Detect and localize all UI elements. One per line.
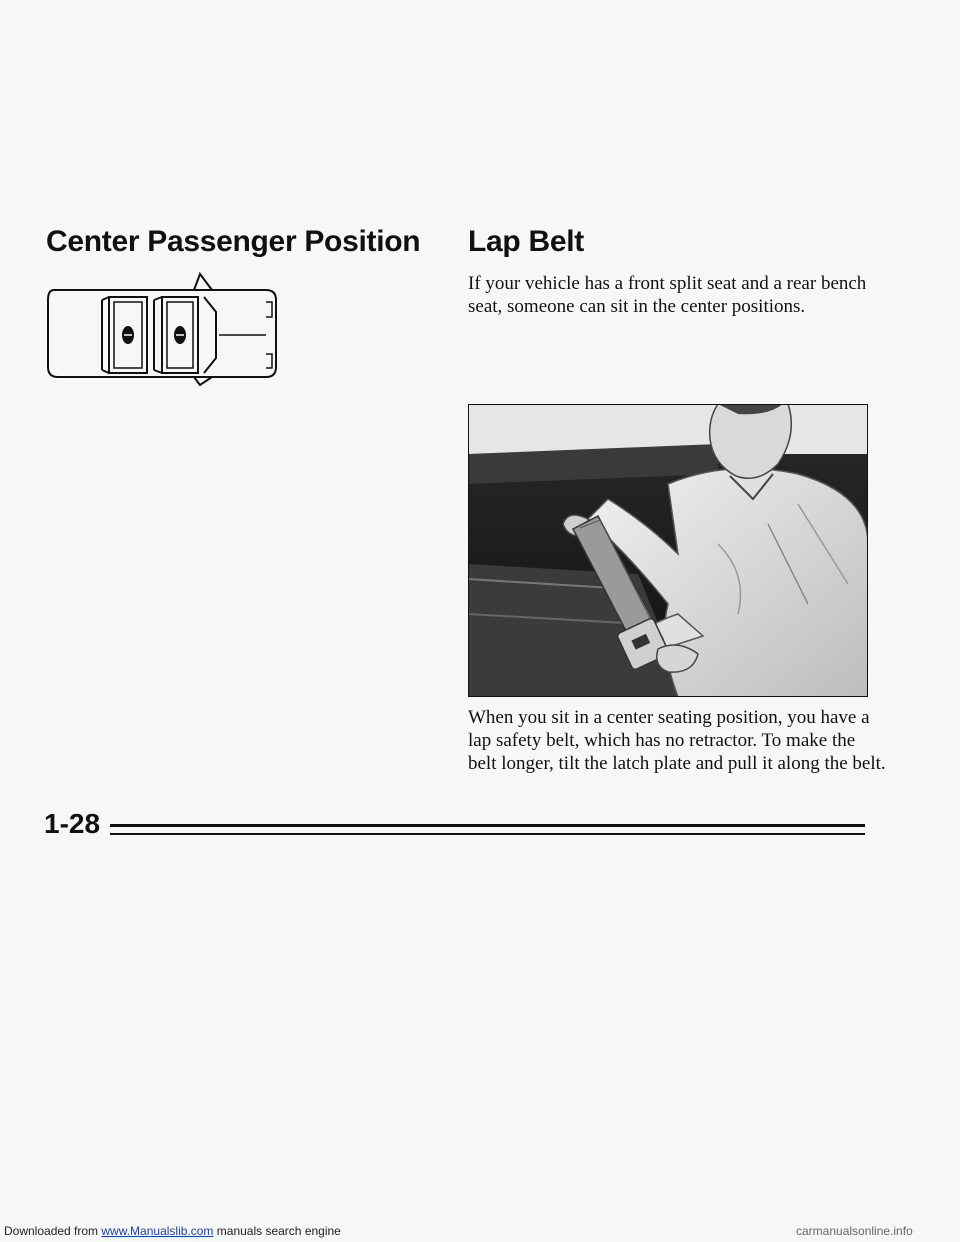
page-rule-divider bbox=[110, 824, 865, 838]
manualslib-link[interactable]: www.Manualslib.com bbox=[101, 1224, 214, 1238]
page-number: 1-28 bbox=[44, 808, 101, 839]
watermark-text: carmanualsonline.info bbox=[796, 1224, 913, 1238]
footer-prefix: Downloaded from bbox=[4, 1224, 102, 1238]
lap-belt-heading: Lap Belt bbox=[468, 225, 584, 258]
download-footer bbox=[4, 1224, 341, 1238]
vehicle-seating-diagram-icon bbox=[44, 272, 294, 387]
footer-suffix: manuals search engine bbox=[213, 1224, 341, 1238]
lap-belt-body-text: When you sit in a center seating position, you have a lap safety belt, which has no retractor. To make the belt longer, tilt the latch plate and pull it along the belt. bbox=[468, 707, 886, 774]
lap-belt-intro-text: If your vehicle has a front split seat and a rear bench seat, someone can sit in the center positions. bbox=[468, 273, 867, 317]
center-passenger-heading: Center Passenger Position bbox=[46, 225, 421, 258]
man-fastening-lap-belt-image bbox=[468, 404, 868, 697]
